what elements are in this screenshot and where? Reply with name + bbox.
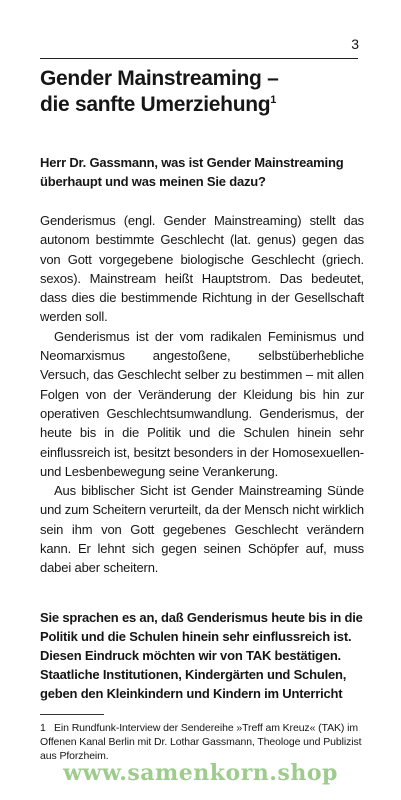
footnote [40, 721, 364, 763]
watermark: www.samenkorn.shop [63, 760, 338, 786]
footnote-rule [40, 714, 104, 715]
answer-paragraph-3: Aus biblischer Sicht ist Gender Mainstreaming Sünde und zum Scheitern verurteilt, da der Mensch nicht wirklich sein ihm von Gott gegebenes Geschlecht verändern kann. Er lehnt sich gegen seinen Schöpfer auf, muss dabei aber scheitern. [40, 483, 364, 576]
page-title [40, 66, 370, 118]
footnote-text: Ein Rundfunk-Interview der Sendereihe »Treff am Kreuz« (TAK) im Offenen Kanal Berlin mit Dr. Lothar Gassmann, Theologe und Publizist aus Pforzheim. [40, 722, 362, 762]
page-number: 3 [351, 36, 359, 52]
header-rule [40, 58, 358, 59]
interview-question-1: Herr Dr. Gassmann, was ist Gender Mainstreaming überhaupt und was meinen Sie dazu? [40, 155, 344, 189]
footnote-number: 1 [40, 722, 46, 734]
answer-paragraph-1: Genderismus (engl. Gender Mainstreaming) stellt das autonom bestimmte Geschlecht (lat. genus) gegen das von Gott vorgegebene biologische Geschlecht (griech. sexos). Mainstream heißt Hauptstrom. Das bedeutet, dass dies die bestimmende Richtung in der Gesellschaft werden soll. [40, 213, 364, 325]
interview-question-2: Sie sprachen es an, daß Genderismus heute bis in die Politik und die Schulen hinein sehr einflussreich ist. Diesen Eindruck möchten wir von TAK bestätigen. Staatliche Institutionen, Kindergärten und Schulen, geben den Kleinkindern und Kindern im Unterricht [40, 610, 363, 701]
title-line-2: die sanfte Umerziehung [40, 93, 271, 116]
title-line-1: Gender Mainstreaming – [40, 67, 279, 90]
title-footnote-ref: 1 [270, 94, 277, 106]
answer-body [40, 211, 364, 578]
answer-paragraph-2: Genderismus ist der vom radikalen Feminismus und Neomarxismus angestoßene, selbstüberhebliche Versuch, das Geschlecht selber zu bestimmen – mit allen Folgen von der Veränderung der Kleidung bis hin zur operativen Geschlechtsumwandlung. Genderismus, der heute bis in die Politik und die Schulen hinein sehr einflussreich ist, besitzt besonders in der Homosexuellen- und Lesbenbewegung seine Verankerung. [40, 328, 364, 479]
